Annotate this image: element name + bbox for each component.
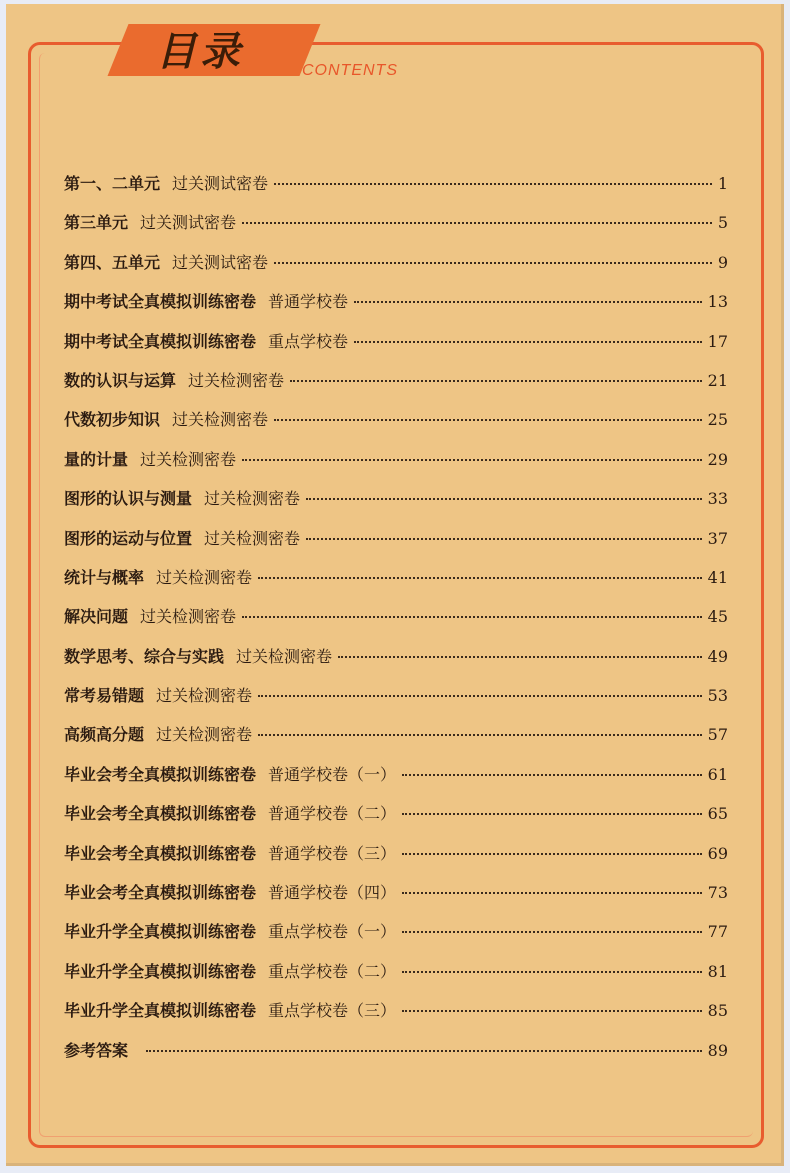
toc-entry-title: 统计与概率 — [64, 567, 145, 587]
dot-leader — [402, 812, 702, 815]
dot-leader — [338, 655, 702, 658]
dot-leader — [402, 1009, 702, 1012]
toc-entry-page-number: 9 — [717, 252, 728, 272]
toc-entry[interactable] — [64, 755, 728, 794]
toc-entry-page-number: 77 — [707, 922, 728, 942]
dot-leader — [402, 930, 702, 933]
toc-entry[interactable] — [64, 558, 728, 597]
toc-entry-title: 毕业会考全真模拟训练密卷 — [64, 804, 257, 824]
toc-entry-subtitle: 过关测试密卷 — [172, 252, 269, 272]
page-title: 目录 — [156, 29, 244, 75]
toc-entry-subtitle: 过关测试密卷 — [140, 213, 237, 233]
toc-entry-subtitle: 过关检测密卷 — [204, 489, 301, 509]
toc-entry[interactable] — [64, 676, 728, 715]
dot-leader — [258, 733, 702, 736]
dot-leader — [274, 418, 702, 421]
toc-entry-title: 解决问题 — [64, 607, 129, 627]
toc-entry-subtitle: 过关检测密卷 — [140, 607, 237, 627]
toc-entry-subtitle: 过关检测密卷 — [236, 646, 333, 666]
toc-entry[interactable] — [64, 794, 728, 833]
toc-entry[interactable] — [64, 912, 728, 951]
toc-entry[interactable] — [64, 834, 728, 873]
toc-entry-page-number: 17 — [707, 331, 728, 351]
toc-entry-title: 图形的运动与位置 — [64, 528, 193, 548]
toc-entry-subtitle: 过关检测密卷 — [172, 410, 269, 430]
toc-entry-page-number: 53 — [707, 686, 728, 706]
toc-entry-title: 毕业会考全真模拟训练密卷 — [64, 843, 257, 863]
dot-leader — [258, 576, 702, 579]
dot-leader — [402, 891, 702, 894]
toc-entry-title: 第四、五单元 — [64, 252, 161, 272]
dot-leader — [354, 340, 702, 343]
toc-entry-page-number: 37 — [707, 528, 728, 548]
toc-entry-subtitle: 过关检测密卷 — [204, 528, 301, 548]
toc-entry-title: 高频高分题 — [64, 725, 145, 745]
toc-entry-title: 量的计量 — [64, 449, 129, 469]
toc-entry-title: 图形的认识与测量 — [64, 489, 193, 509]
toc-entry-subtitle: 普通学校卷（三） — [268, 843, 397, 863]
toc-entry-title: 期中考试全真模拟训练密卷 — [64, 292, 257, 312]
toc-entry-subtitle: 普通学校卷 — [268, 292, 349, 312]
toc-entry[interactable] — [64, 715, 728, 754]
dot-leader — [258, 694, 702, 697]
toc-entry-title: 期中考试全真模拟训练密卷 — [64, 331, 257, 351]
dot-leader — [242, 615, 702, 618]
toc-entry-page-number: 49 — [707, 646, 728, 666]
dot-leader — [242, 458, 702, 461]
dot-leader — [306, 497, 702, 500]
toc-entry[interactable] — [64, 991, 728, 1030]
toc-entry-subtitle: 普通学校卷（一） — [268, 764, 397, 784]
document-page — [6, 4, 784, 1166]
toc-entry[interactable] — [64, 361, 728, 400]
toc-entry[interactable] — [64, 440, 728, 479]
toc-entry-page-number: 13 — [707, 292, 728, 312]
table-of-contents — [64, 164, 728, 1070]
toc-entry[interactable] — [64, 479, 728, 518]
toc-entry-title: 毕业升学全真模拟训练密卷 — [64, 1001, 257, 1021]
toc-entry-subtitle: 普通学校卷（四） — [268, 883, 397, 903]
dot-leader — [306, 537, 702, 540]
toc-entry[interactable] — [64, 203, 728, 242]
toc-entry-page-number: 85 — [707, 1001, 728, 1021]
toc-entry[interactable] — [64, 873, 728, 912]
toc-entry-title: 毕业会考全真模拟训练密卷 — [64, 883, 257, 903]
toc-entry-page-number: 25 — [707, 410, 728, 430]
toc-entry-page-number: 33 — [707, 489, 728, 509]
toc-entry[interactable] — [64, 164, 728, 203]
toc-entry-subtitle: 重点学校卷 — [268, 331, 349, 351]
dot-leader — [242, 221, 712, 224]
toc-entry[interactable] — [64, 322, 728, 361]
toc-entry-subtitle: 过关测试密卷 — [172, 174, 269, 193]
toc-entry[interactable] — [64, 952, 728, 991]
toc-entry-subtitle: 过关检测密卷 — [156, 567, 253, 587]
toc-entry[interactable] — [64, 282, 728, 321]
toc-entry-page-number: 1 — [717, 174, 728, 193]
toc-entry-page-number: 65 — [707, 804, 728, 824]
toc-entry-page-number: 45 — [707, 607, 728, 627]
toc-entry-title: 参考答案 — [64, 1040, 129, 1060]
toc-entry-title: 数学思考、综合与实践 — [64, 646, 225, 666]
dot-leader — [402, 773, 702, 776]
toc-entry-page-number: 57 — [707, 725, 728, 745]
toc-entry-page-number: 21 — [707, 370, 728, 390]
toc-entry-page-number: 81 — [707, 961, 728, 981]
toc-entry[interactable] — [64, 243, 728, 282]
toc-entry-subtitle: 重点学校卷（一） — [268, 922, 397, 942]
toc-entry-subtitle: 重点学校卷（二） — [268, 961, 397, 981]
dot-leader — [354, 300, 702, 303]
toc-entry[interactable] — [64, 519, 728, 558]
toc-entry-title: 毕业升学全真模拟训练密卷 — [64, 922, 257, 942]
toc-entry-page-number: 29 — [707, 449, 728, 469]
toc-entry-page-number: 69 — [707, 843, 728, 863]
toc-entry-page-number: 41 — [707, 567, 728, 587]
toc-entry-subtitle: 普通学校卷（二） — [268, 804, 397, 824]
toc-entry-page-number: 61 — [707, 764, 728, 784]
toc-entry-title: 第一、二单元 — [64, 174, 161, 193]
toc-entry-title: 毕业升学全真模拟训练密卷 — [64, 961, 257, 981]
toc-entry-title: 数的认识与运算 — [64, 370, 177, 390]
toc-entry-subtitle: 过关检测密卷 — [188, 370, 285, 390]
toc-entry-page-number: 5 — [717, 213, 728, 233]
dot-leader — [402, 852, 702, 855]
toc-entry-title: 毕业会考全真模拟训练密卷 — [64, 764, 257, 784]
dot-leader — [146, 1049, 702, 1052]
toc-entry-subtitle: 过关检测密卷 — [140, 449, 237, 469]
toc-entry[interactable] — [64, 1031, 728, 1070]
toc-entry[interactable] — [64, 597, 728, 636]
dot-leader — [274, 182, 712, 185]
toc-entry-title: 常考易错题 — [64, 686, 145, 706]
page-subtitle: CONTENTS — [302, 62, 398, 79]
dot-leader — [402, 970, 702, 973]
dot-leader — [290, 379, 702, 382]
dot-leader — [274, 261, 712, 264]
toc-entry-subtitle: 过关检测密卷 — [156, 686, 253, 706]
toc-entry-subtitle: 重点学校卷（三） — [268, 1001, 397, 1021]
toc-entry-title: 第三单元 — [64, 213, 129, 233]
toc-entry-subtitle: 过关检测密卷 — [156, 725, 253, 745]
toc-entry-page-number: 89 — [707, 1040, 728, 1060]
toc-entry[interactable] — [64, 637, 728, 676]
toc-entry[interactable] — [64, 400, 728, 439]
toc-entry-page-number: 73 — [707, 883, 728, 903]
toc-entry-title: 代数初步知识 — [64, 410, 161, 430]
